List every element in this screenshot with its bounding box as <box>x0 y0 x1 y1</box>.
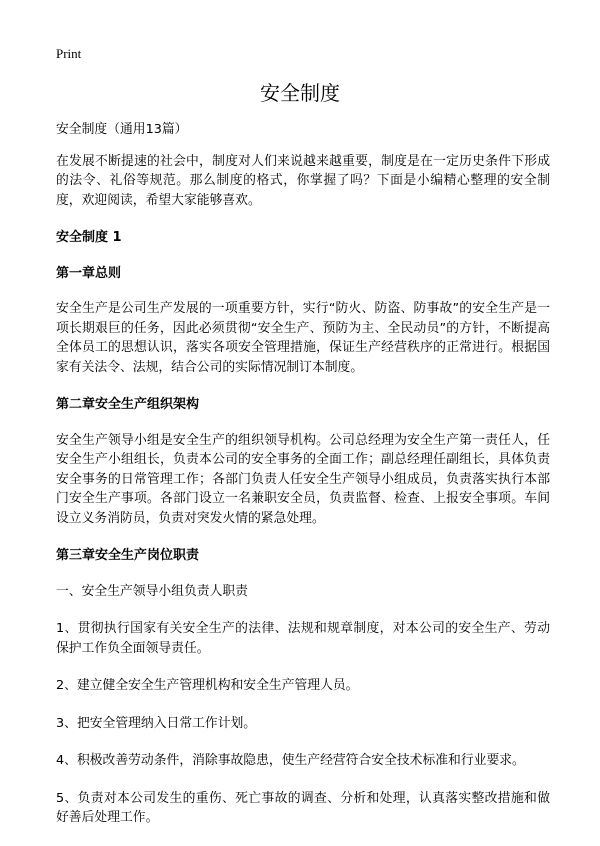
list-item: 1、贯彻执行国家有关安全生产的法律、法规和规章制度，对本公司的安全生产、劳动保护工作负全面领导责任。 <box>56 621 550 656</box>
intro-paragraph: 在发展不断提速的社会中，制度对人们来说越来越重要，制度是在一定历史条件下形成的法令、礼俗等规范。那么制度的格式，你掌握了吗？下面是小编精心整理的安全制度，欢迎阅读，希望大家能够喜欢。 <box>56 153 550 208</box>
document-body <box>56 120 550 846</box>
chapter-2-paragraph: 安全生产领导小组是安全生产的组织领导机构。公司总经理为安全生产第一责任人，任安全生产小组组长，负责本公司的安全事务的全面工作；副总经理任副组长，具体负责安全事务的日常管理工作；各部门负责人任安全生产领导小组成员，负责落实执行本部门安全生产事项。各部门设立一名兼职安全员，负责监督、检查、上报安全事项。车间设立义务消防员，负责对突发火情的紧急处理。 <box>56 432 550 526</box>
chapter-heading-1: 第一章总则 <box>56 265 122 281</box>
chapter-1-paragraph: 安全生产是公司生产发展的一项重要方针，实行“防火、防盗、防事故”的安全生产是一项长期艰巨的任务，因此必须贯彻“安全生产、预防为主、全民动员”的方针，不断提高全体员工的思想认识，落实各项安全管理措施，保证生产经营秩序的正常进行。根据国家有关法令、法规，结合公司的实际情况制订本制度。 <box>56 301 550 375</box>
list-item: 4、积极改善劳动条件，消除事故隐患，使生产经营符合安全技术标准和行业要求。 <box>56 753 525 768</box>
list-item: 5、负责对本公司发生的重伤、死亡事故的调查、分析和处理，认真落实整改措施和做好善后处理工作。 <box>56 790 550 825</box>
chapter-heading-2: 第二章安全生产组织架构 <box>56 397 200 412</box>
document-subtitle: 安全制度（通用13篇） <box>56 122 188 137</box>
chapter-heading-3: 第三章安全生产岗位职责 <box>56 548 200 563</box>
chapter-3-subheading: 一、安全生产领导小组负责人职责 <box>56 583 248 599</box>
list-item: 2、建立健全安全生产管理机构和安全生产管理人员。 <box>56 678 359 693</box>
print-link[interactable]: Print <box>56 46 82 61</box>
section-heading: 安全制度 1 <box>56 230 122 245</box>
page-title: 安全制度 <box>260 81 340 105</box>
list-item: 3、把安全管理纳入日常工作计划。 <box>56 715 257 731</box>
